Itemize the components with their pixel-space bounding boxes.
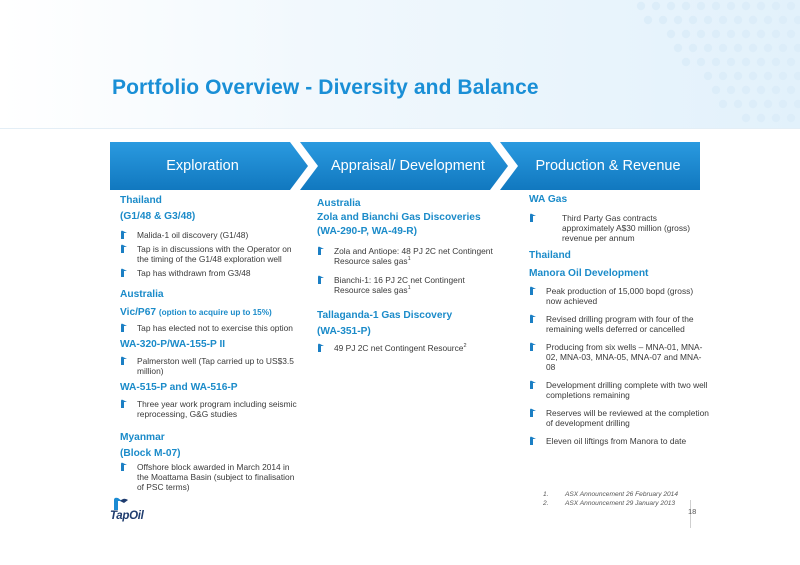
- decorative-dot: [697, 58, 705, 66]
- decorative-dot: [757, 114, 765, 122]
- footnotes: [543, 490, 678, 508]
- bullet-text: Revised drilling program with four of the remaining wells deferred or cancelled: [546, 314, 694, 334]
- decorative-dot: [734, 16, 742, 24]
- decorative-dot: [727, 30, 735, 38]
- bullet-item: [529, 380, 709, 400]
- decorative-dot: [757, 86, 765, 94]
- page-number: 18: [688, 507, 697, 516]
- bullet-icon: [120, 268, 129, 278]
- decorative-dot: [682, 2, 690, 10]
- chevron-label-production: Production & Revenue: [535, 157, 681, 174]
- decorative-dot: [637, 2, 645, 10]
- decorative-dot: [727, 86, 735, 94]
- decorative-dot: [682, 58, 690, 66]
- decorative-dot: [787, 86, 795, 94]
- decorative-dot: [772, 58, 780, 66]
- bullet-icon: [529, 380, 538, 390]
- bullet-icon: [120, 462, 129, 472]
- decorative-dot: [727, 58, 735, 66]
- decorative-dot: [757, 2, 765, 10]
- bullet-icon: [120, 399, 129, 409]
- decorative-dot: [779, 44, 787, 52]
- footnote-ref: 2: [463, 343, 467, 350]
- decorative-dot: [719, 100, 727, 108]
- decorative-dot: [787, 114, 795, 122]
- decorative-dot: [779, 72, 787, 80]
- decorative-dot: [787, 30, 795, 38]
- vic-note: (option to acquire up to 15%): [158, 308, 272, 317]
- bullet-text: 49 PJ 2C net Contingent Resource: [334, 343, 464, 353]
- decorative-dot: [749, 16, 757, 24]
- decorative-dot: [749, 100, 757, 108]
- tapoil-logo-icon: [110, 497, 140, 511]
- bullet-icon: [529, 436, 538, 446]
- bullet-text: Tap has elected not to exercise this option: [137, 323, 293, 333]
- decorative-dot: [764, 100, 772, 108]
- chevron-label-exploration: Exploration: [166, 157, 239, 174]
- bullet-item: [529, 342, 709, 372]
- bullet-icon: [317, 246, 326, 256]
- bullet-icon: [317, 275, 326, 285]
- bullet-item: [120, 230, 300, 240]
- vic-heading: Vic/P67 (option to acquire up to 15%): [120, 307, 272, 318]
- bullet-text: Reserves will be reviewed at the completion of development drilling: [546, 408, 709, 428]
- decorative-dot: [712, 30, 720, 38]
- decorative-dot: [734, 72, 742, 80]
- production-thailand-heading: Thailand: [529, 250, 571, 261]
- decorative-dot: [742, 2, 750, 10]
- decorative-dot: [734, 100, 742, 108]
- tallaganda-subheading: (WA-351-P): [317, 326, 371, 337]
- wa320-heading: WA-320-P/WA-155-P II: [120, 339, 226, 350]
- bullet-item: [120, 244, 300, 264]
- bullet-item: [317, 343, 502, 353]
- decorative-dot: [652, 2, 660, 10]
- decorative-dot: [689, 44, 697, 52]
- decorative-dot-pattern: [590, 0, 800, 126]
- bullet-text: Third Party Gas contracts approximately A$30 million (gross) revenue per annum: [562, 213, 691, 243]
- decorative-dot: [787, 2, 795, 10]
- decorative-dot: [742, 58, 750, 66]
- bullet-icon: [120, 244, 129, 254]
- bullet-text: Tap has withdrawn from G3/48: [137, 268, 251, 278]
- decorative-dot: [772, 2, 780, 10]
- footnote-2: 2. ASX Announcement 29 January 2013: [543, 500, 676, 507]
- decorative-dot: [667, 30, 675, 38]
- decorative-dot: [734, 44, 742, 52]
- myanmar-subheading: (Block M-07): [120, 448, 181, 459]
- wa515-heading: WA-515-P and WA-516-P: [120, 382, 238, 393]
- bullet-text: Bianchi-1: 16 PJ 2C net Contingent Resource sales gas: [334, 275, 465, 295]
- bullet-text: Zola and Antiope: 48 PJ 2C net Contingent Resource sales gas: [334, 246, 493, 266]
- bullet-text: Three year work program including seismic reprocessing, G&G studies: [137, 399, 297, 419]
- tapoil-logo-text: TapOil: [110, 510, 144, 522]
- myanmar-heading: Myanmar: [120, 432, 165, 443]
- decorative-dot: [742, 86, 750, 94]
- manora-heading: Manora Oil Development: [529, 268, 649, 279]
- decorative-dot: [697, 2, 705, 10]
- page-title: Portfolio Overview - Diversity and Balance: [112, 76, 539, 99]
- bullet-icon: [529, 213, 538, 223]
- decorative-dot: [742, 114, 750, 122]
- decorative-dot: [712, 86, 720, 94]
- bullet-text: Eleven oil liftings from Manora to date: [546, 436, 687, 446]
- decorative-dot: [689, 16, 697, 24]
- bullet-item: [317, 246, 502, 266]
- decorative-dot: [794, 16, 800, 24]
- thailand-heading: Thailand: [120, 195, 162, 206]
- bullet-text: Producing from six wells – MNA-01, MNA-02, MNA-03, MNA-05, MNA-07 and MNA-08: [546, 342, 703, 372]
- decorative-dot: [697, 30, 705, 38]
- decorative-dot: [757, 30, 765, 38]
- decorative-dot: [787, 58, 795, 66]
- wagas-heading: WA Gas: [529, 194, 568, 205]
- decorative-dot: [667, 2, 675, 10]
- bullet-text: Offshore block awarded in March 2014 in the Moattama Basin (subject to finalisation of PSC terms): [137, 462, 295, 492]
- decorative-dot: [719, 44, 727, 52]
- production-column: [529, 193, 709, 446]
- bullet-item: [120, 399, 300, 419]
- bullet-icon: [120, 230, 129, 240]
- tallaganda-heading: Tallaganda-1 Gas Discovery: [317, 310, 453, 321]
- bullet-item: [317, 275, 502, 295]
- decorative-dot: [719, 72, 727, 80]
- bullet-item: [120, 268, 300, 278]
- bullet-icon: [120, 356, 129, 366]
- decorative-dot: [779, 16, 787, 24]
- decorative-dot: [719, 16, 727, 24]
- decorative-dot: [764, 44, 772, 52]
- decorative-dot: [704, 16, 712, 24]
- bullet-item: [529, 408, 709, 428]
- decorative-dot: [712, 58, 720, 66]
- decorative-dot: [749, 72, 757, 80]
- decorative-dot: [794, 100, 800, 108]
- bullet-item: [120, 462, 300, 492]
- decorative-dot: [772, 30, 780, 38]
- appraisal-australia-heading: Australia: [317, 198, 361, 209]
- decorative-dot: [659, 16, 667, 24]
- footnote-1: 1. ASX Announcement 26 February 2014: [543, 491, 679, 498]
- bullet-icon: [529, 314, 538, 324]
- bullet-item: [529, 314, 709, 334]
- bullet-item: [529, 286, 709, 306]
- decorative-dot: [794, 72, 800, 80]
- zola-subheading: (WA-290-P, WA-49-R): [317, 226, 418, 237]
- bullet-text: Development drilling complete with two well completions remaining: [546, 380, 708, 400]
- decorative-dot: [779, 100, 787, 108]
- bullet-icon: [317, 343, 326, 353]
- decorative-dot: [742, 30, 750, 38]
- australia-heading: Australia: [120, 289, 164, 300]
- decorative-dot: [794, 44, 800, 52]
- decorative-dot: [704, 44, 712, 52]
- decorative-dot: [682, 30, 690, 38]
- bullet-item: [120, 356, 300, 376]
- bullet-icon: [529, 408, 538, 418]
- exploration-column: [120, 194, 300, 492]
- bullet-text: Peak production of 15,000 bopd (gross) now achieved: [546, 286, 694, 306]
- decorative-dot: [772, 114, 780, 122]
- bullet-icon: [120, 323, 129, 333]
- chevron-label-appraisal: Appraisal/ Development: [331, 157, 485, 174]
- decorative-dot: [757, 58, 765, 66]
- bullet-text: Palmerston well (Tap carried up to US$3.5 million): [137, 356, 294, 376]
- bullet-item: [120, 323, 300, 333]
- decorative-dot: [674, 16, 682, 24]
- decorative-dot: [644, 16, 652, 24]
- decorative-dot: [749, 44, 757, 52]
- decorative-dot: [772, 86, 780, 94]
- footnote-ref: 1: [407, 285, 411, 292]
- decorative-dot: [764, 16, 772, 24]
- appraisal-column: [317, 197, 502, 353]
- decorative-dot: [712, 2, 720, 10]
- decorative-dot: [764, 72, 772, 80]
- bullet-icon: [529, 342, 538, 352]
- bullet-text: Tap is in discussions with the Operator on the timing of the G1/48 exploration well: [137, 244, 292, 264]
- decorative-dot: [674, 44, 682, 52]
- header-divider: [0, 128, 800, 129]
- footnote-ref: 1: [407, 256, 411, 263]
- bullet-icon: [529, 286, 538, 296]
- bullet-item: [529, 436, 709, 446]
- decorative-dot: [704, 72, 712, 80]
- bullet-text: Malida-1 oil discovery (G1/48): [137, 230, 249, 240]
- bullet-item: [529, 213, 709, 243]
- thailand-subheading: (G1/48 & G3/48): [120, 211, 196, 222]
- zola-heading: Zola and Bianchi Gas Discoveries: [317, 212, 481, 223]
- decorative-dot: [727, 2, 735, 10]
